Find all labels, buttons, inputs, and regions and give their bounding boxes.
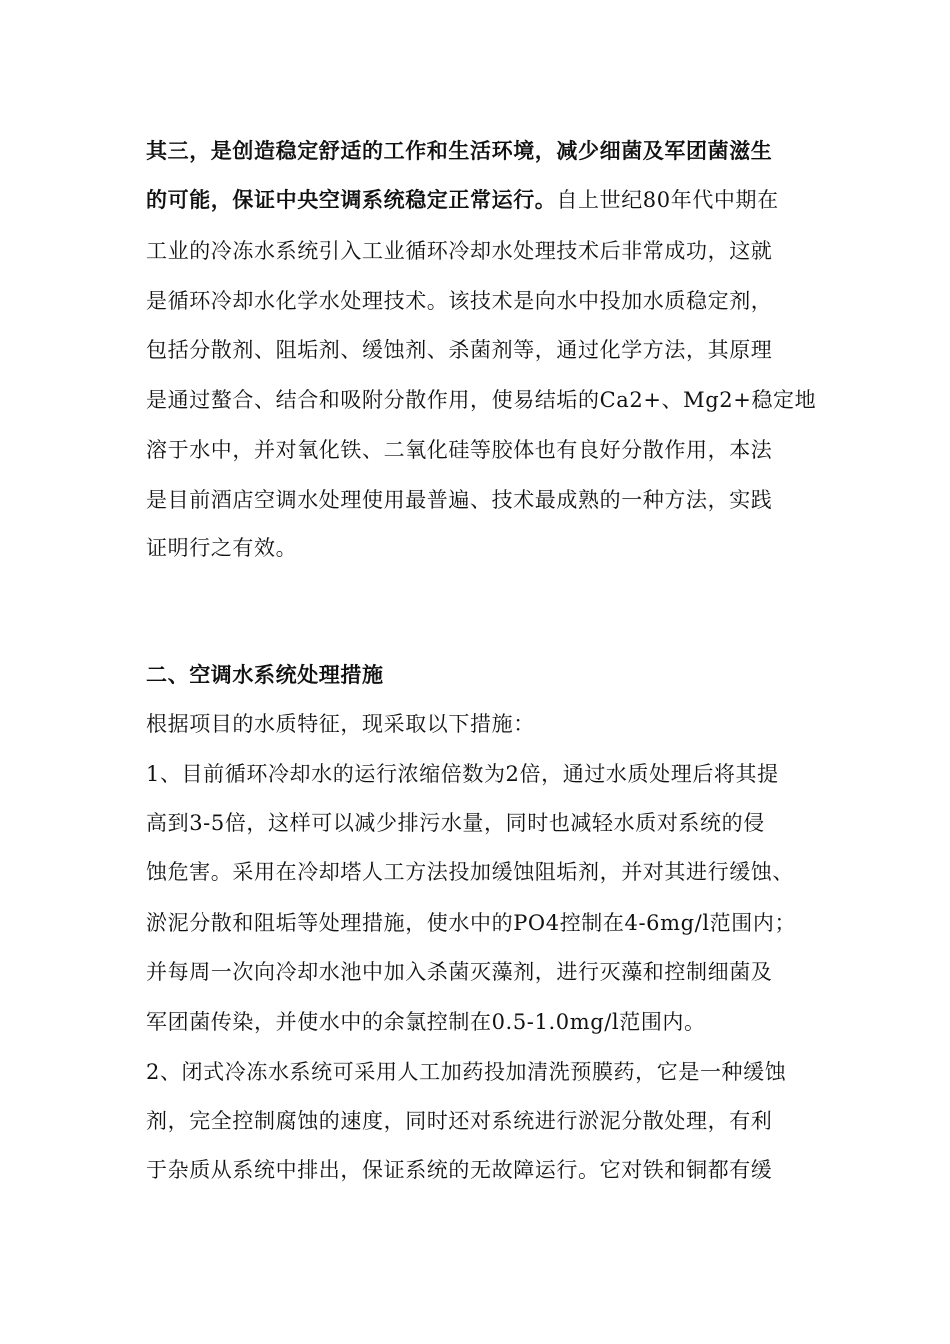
item1-line1: 1、目前循环冷却水的运行浓缩倍数为2倍，通过水质处理后将其提	[146, 762, 779, 786]
item1-line5: 并每周一次向冷却水池中加入杀菌灭藻剂，进行灭藻和控制细菌及	[146, 960, 773, 984]
paragraph1-line5: 包括分散剂、阻垢剂、缓蚀剂、杀菌剂等，通过化学方法，其原理	[146, 338, 773, 362]
item1-line2: 高到3-5倍，这样可以减少排污水量，同时也减轻水质对系统的侵	[146, 811, 765, 835]
paragraph1-line2	[146, 185, 779, 215]
item2-line3: 于杂质从系统中排出，保证系统的无故障运行。它对铁和铜都有缓	[146, 1158, 773, 1182]
paragraph1-line2-bold: 的可能，保证中央空调系统稳定正常运行。	[146, 187, 557, 212]
paragraph1-line8: 是目前酒店空调水处理使用最普遍、技术最成熟的一种方法，实践	[146, 488, 773, 512]
paragraph1-line9: 证明行之有效。	[146, 536, 298, 560]
paragraph1-line6: 是通过螯合、结合和吸附分散作用，使易结垢的Ca2+、Mg2+稳定地	[146, 388, 817, 412]
section2-heading: 二、空调水系统处理措施	[146, 662, 384, 687]
paragraph1-line1: 其三，是创造稳定舒适的工作和生活环境，减少细菌及军团菌滋生	[146, 138, 773, 163]
item1-line4: 淤泥分散和阻垢等处理措施，使水中的PO4控制在4-6mg/l范围内；	[146, 911, 797, 935]
section2-intro: 根据项目的水质特征，现采取以下措施：	[146, 712, 535, 736]
item1-line6: 军团菌传染，并使水中的余氯控制在0.5-1.0mg/l范围内。	[146, 1010, 706, 1034]
paragraph1-line3: 工业的冷冻水系统引入工业循环冷却水处理技术后非常成功，这就	[146, 239, 773, 263]
item2-line1: 2、闭式冷冻水系统可采用人工加药投加清洗预膜药，它是一种缓蚀	[146, 1060, 787, 1084]
paragraph1-line7: 溶于水中，并对氧化铁、二氧化硅等胶体也有良好分散作用，本法	[146, 438, 773, 462]
item1-line3: 蚀危害。采用在冷却塔人工方法投加缓蚀阻垢剂，并对其进行缓蚀、	[146, 860, 794, 884]
paragraph1-line4: 是循环冷却水化学水处理技术。该技术是向水中投加水质稳定剂，	[146, 289, 773, 313]
paragraph1-line2-rest: 自上世纪80年代中期在	[556, 188, 779, 212]
item2-line2: 剂，完全控制腐蚀的速度，同时还对系统进行淤泥分散处理，有利	[146, 1109, 773, 1133]
